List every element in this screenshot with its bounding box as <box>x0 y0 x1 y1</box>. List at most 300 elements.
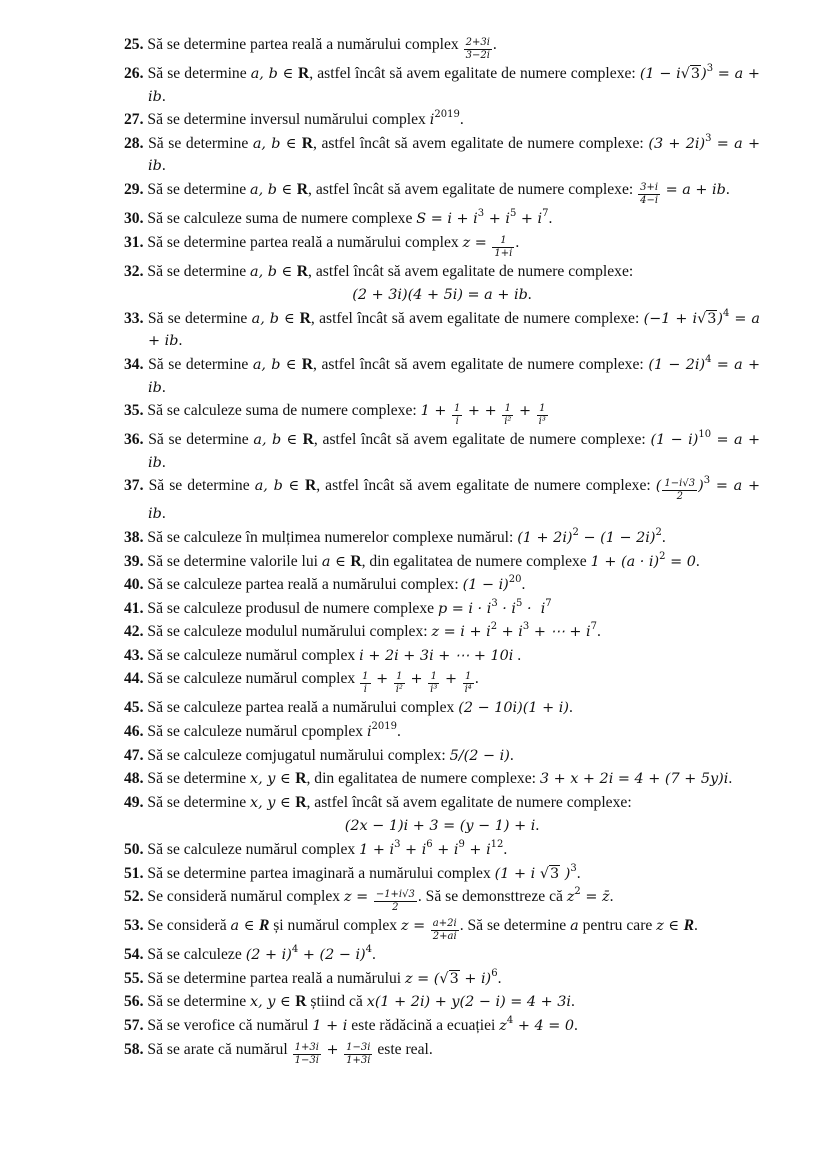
text: . <box>513 646 522 664</box>
exercise-number: 58. <box>124 1040 144 1058</box>
text: și numărul complex <box>269 917 401 935</box>
denominator: 4−i <box>640 194 659 206</box>
numerator: 3+i <box>640 181 659 193</box>
exercise-number: 42. <box>124 623 144 641</box>
math-expression: + + <box>463 403 502 420</box>
exercise-number: 37. <box>124 477 144 495</box>
math-expression: S = i + i <box>416 210 478 227</box>
fraction <box>293 1042 321 1067</box>
exercise-item <box>124 1039 760 1067</box>
text: Să se determine partea imaginară a numărului complex <box>147 864 495 882</box>
text: . <box>571 993 575 1011</box>
real-set-symbol: R <box>295 770 307 788</box>
exercise-item <box>124 991 760 1014</box>
square-root: √3 <box>439 970 459 987</box>
denominator: i <box>363 684 367 696</box>
text: Să se determine inversul numărului complex <box>147 111 430 129</box>
fraction <box>428 671 439 696</box>
real-set-symbol: R <box>301 134 313 152</box>
exercise-number: 29. <box>124 180 144 198</box>
fraction <box>374 889 417 914</box>
text: . <box>497 969 502 987</box>
exponent: 3 <box>394 839 401 851</box>
exponent: 5 <box>516 597 523 609</box>
math-expression: a, b ∈ <box>253 432 303 449</box>
exercise-item <box>124 261 760 284</box>
text: . <box>474 670 479 688</box>
exercise-item <box>124 768 760 791</box>
math-expression: x, y ∈ <box>250 994 296 1011</box>
exponent: 3 <box>706 63 714 74</box>
exercise-number: 55. <box>124 969 144 987</box>
text: Să se arate că numărul <box>147 1040 292 1058</box>
exercise-item <box>124 697 760 720</box>
math-expression: (3 + 2i) <box>648 135 706 152</box>
exercise-item <box>124 721 760 744</box>
exercise-item <box>124 668 760 696</box>
exponent: 4 <box>291 944 299 956</box>
math-expression: i <box>429 112 435 129</box>
square-root: √3 <box>539 865 560 882</box>
exercise-number: 30. <box>124 209 144 227</box>
text: știind că <box>306 993 367 1011</box>
math-expression: z = ( <box>405 970 440 987</box>
text: , astfel încât să avem egalitate de numere complexe: <box>312 355 649 373</box>
text: Să se determine <box>147 309 252 327</box>
exercise-item <box>124 551 760 574</box>
exercise-number: 35. <box>124 402 144 420</box>
text: . <box>492 36 497 53</box>
math-expression: = a + ib <box>148 66 765 105</box>
text: , astfel încât să avem egalitate de numere complexe: <box>312 134 649 152</box>
real-set-symbol: R <box>297 65 310 82</box>
exponent: 3 <box>477 207 485 219</box>
denominator: 1+3i <box>346 1054 371 1066</box>
math-expression: a, b ∈ <box>250 181 297 198</box>
math-expression: + 4 = 0 <box>513 1018 574 1034</box>
math-expression: = a + ib <box>148 478 765 523</box>
real-set-symbol: R <box>302 431 314 449</box>
square-root: √3 <box>697 310 717 327</box>
math-expression: a, b ∈ <box>252 135 302 152</box>
math-expression: a ∈ <box>321 553 351 570</box>
text: Să se calculeze partea reală a numărului complex <box>147 699 459 717</box>
math-expression: + i <box>400 842 427 859</box>
text: Să se calculeze numărul complex <box>147 670 360 688</box>
exponent: 3 <box>570 862 577 874</box>
radicand: 3 <box>707 310 717 327</box>
exercise-number: 45. <box>124 699 144 717</box>
text: . <box>372 946 376 964</box>
fraction <box>431 918 459 943</box>
fraction <box>502 403 513 428</box>
text: . <box>161 157 166 175</box>
math-expression: (1 − i <box>639 66 681 82</box>
text: Să se calculeze <box>147 946 246 964</box>
numerator: 2+3i <box>465 37 490 48</box>
exercise-number: 31. <box>124 233 144 251</box>
text: Să se determine partea reală a numărului <box>147 969 406 987</box>
math-expression: + <box>405 671 428 688</box>
exercise-item <box>124 886 760 914</box>
math-expression: a ∈ <box>230 918 259 935</box>
exercise-item <box>124 34 760 62</box>
text: . <box>609 888 614 906</box>
exercise-number: 56. <box>124 993 144 1011</box>
math-expression: + i <box>432 842 459 859</box>
real-set-symbol: R <box>295 793 307 811</box>
math-expression: + i <box>516 210 543 227</box>
exercise-number: 41. <box>124 599 144 617</box>
exponent: 4 <box>506 1015 514 1026</box>
denominator: i² <box>504 416 512 428</box>
numerator: 1−3i <box>346 1041 371 1053</box>
exponent: 2 <box>655 526 662 538</box>
math-expression: ) <box>717 310 724 327</box>
text: . <box>574 1017 578 1034</box>
text: . <box>576 864 581 882</box>
exercise-item <box>124 400 760 428</box>
math-expression: a, b ∈ <box>250 66 298 82</box>
exercise-number: 49. <box>124 793 144 811</box>
denominator: 2 <box>392 902 399 914</box>
exercise-number: 28. <box>124 134 144 152</box>
exercise-number: 38. <box>124 528 144 546</box>
exponent: 2 <box>659 550 666 562</box>
math-expression: + <box>321 1041 344 1058</box>
exponent: 3 <box>522 621 530 633</box>
fraction <box>452 403 462 428</box>
math-expression: · i <box>522 600 546 617</box>
math-expression: (2x − 1)i + 3 = (y − 1) + i <box>344 818 536 835</box>
real-set-symbol: R <box>304 477 317 495</box>
math-expression: a, b ∈ <box>254 478 305 495</box>
math-expression: (2 + i) <box>245 947 292 964</box>
math-expression: x, y ∈ <box>250 794 296 811</box>
text: Să se determine <box>147 65 251 82</box>
text: Să se determine partea reală a numărului complex <box>147 233 463 251</box>
radicand: 3 <box>550 865 560 882</box>
exercise-item <box>124 307 765 353</box>
exercise-list <box>124 34 765 1068</box>
exercise-number: 34. <box>124 355 144 373</box>
text: , din egalitatea de numere complexe <box>361 552 591 570</box>
text: . <box>661 528 666 546</box>
math-expression: + i <box>464 842 491 859</box>
math-expression: ( <box>655 478 662 495</box>
exponent: 12 <box>490 839 504 851</box>
text: Se consideră numărul complex <box>147 888 345 906</box>
real-set-symbol: R <box>299 309 311 327</box>
exponent: 4 <box>705 353 712 365</box>
text: Să se determine <box>147 770 251 788</box>
math-expression: + i <box>484 210 510 227</box>
math-expression: 5/(2 − i) <box>449 747 510 764</box>
radicand: 3 <box>449 970 459 987</box>
exercise-item <box>124 179 760 207</box>
exponent: 4 <box>365 944 373 956</box>
fraction <box>537 403 548 428</box>
denominator: i <box>455 416 459 428</box>
text: . <box>695 552 700 570</box>
exercise-number: 52. <box>124 888 144 906</box>
math-expression: z = <box>401 918 430 935</box>
math-expression: a <box>570 918 579 935</box>
text: Să se calculeze numărul complex <box>147 841 360 859</box>
real-set-symbol: R <box>296 262 309 280</box>
exercise-number: 48. <box>124 770 144 788</box>
exercise-number: 25. <box>124 36 144 53</box>
exponent: 2019 <box>371 721 397 733</box>
math-expression: (−1 + i <box>643 310 698 327</box>
real-set-symbol: R <box>295 993 307 1011</box>
math-expression: = a + ib <box>148 432 765 471</box>
numerator: 1 <box>502 403 513 416</box>
exponent: 6 <box>426 839 433 851</box>
exercise-item <box>124 621 760 644</box>
real-set-symbol: R <box>258 917 270 935</box>
text: . <box>548 209 553 227</box>
math-expression: ) <box>701 66 707 82</box>
math-expression: x(1 + 2i) + y(2 − i) = 4 + 3i <box>366 994 572 1011</box>
exercise-number: 27. <box>124 111 144 129</box>
fraction <box>344 1042 372 1067</box>
numerator: 1−i√3 <box>664 478 696 490</box>
exercise-number: 39. <box>124 552 144 570</box>
math-expression: p = i · i <box>437 600 492 617</box>
math-expression: (1 − 2i) <box>648 356 706 373</box>
exponent: 4 <box>723 307 730 319</box>
text: , astfel încât să avem egalitate de numere complexe: <box>316 477 656 495</box>
math-expression: z <box>499 1018 507 1034</box>
real-set-symbol: R <box>296 180 309 198</box>
centered-equation <box>124 284 760 307</box>
fraction <box>638 182 660 207</box>
text: Să se calculeze produsul de numere complexe <box>147 599 438 617</box>
text: este real. <box>373 1040 433 1058</box>
math-expression: + <box>371 671 393 688</box>
exponent: 10 <box>698 429 712 441</box>
real-set-symbol: R <box>683 917 695 935</box>
exercise-number: 33. <box>124 309 144 327</box>
denominator: 1+i <box>494 247 513 259</box>
denominator: 2+ai <box>432 931 457 943</box>
text: este rădăcină a ecuației <box>347 1017 500 1034</box>
math-expression: + <box>514 403 536 420</box>
exercise-number: 53. <box>124 917 144 935</box>
exponent: 7 <box>590 621 598 633</box>
text: . <box>509 746 514 764</box>
math-expression: a, b ∈ <box>250 263 297 280</box>
denominator: i³ <box>430 684 438 696</box>
text: . Să se determine <box>459 917 571 935</box>
exercise-item <box>124 63 765 108</box>
fraction <box>662 478 697 503</box>
numerator: a+2i <box>432 918 457 930</box>
text: . <box>728 770 733 788</box>
text: Să se determine partea reală a numărului complex <box>147 36 463 53</box>
math-expression: (1 + 2i) <box>517 529 573 546</box>
exercise-number: 40. <box>124 576 144 594</box>
exercise-item <box>124 944 760 967</box>
text: Să se calculeze partea reală a numărului complex: <box>147 576 463 594</box>
math-expression: i + 2i + 3i + ⋯ + 10i <box>359 647 514 664</box>
denominator: i² <box>395 684 403 696</box>
numerator: 1 <box>394 671 405 684</box>
text: Să se determine <box>147 262 251 280</box>
text: . <box>503 841 508 859</box>
text: . <box>161 505 166 523</box>
math-expression: x, y ∈ <box>250 771 296 788</box>
text: . <box>535 817 540 835</box>
exercise-item <box>124 863 760 886</box>
math-expression: = a + ib <box>148 356 765 396</box>
math-expression: (1 − i) <box>650 432 699 449</box>
exercise-item <box>124 968 760 991</box>
text: Să se calculeze în mulțimea numerelor complexe numărul: <box>147 528 518 546</box>
exponent: 2 <box>574 886 581 898</box>
text: pentru care <box>578 917 657 935</box>
exponent: 3 <box>703 475 711 487</box>
exponent: 2 <box>572 526 579 538</box>
numerator: 1 <box>428 671 439 684</box>
math-expression: a, b ∈ <box>251 310 300 327</box>
numerator: 1 <box>537 403 548 416</box>
exercise-number: 57. <box>124 1017 144 1034</box>
text: , astfel încât să avem egalitate de numere complexe: <box>308 180 638 198</box>
centered-equation <box>124 815 760 838</box>
exercise-item <box>124 745 760 768</box>
math-expression: = 0 <box>665 553 696 570</box>
text: . <box>515 233 520 251</box>
math-expression: = a + ib <box>148 310 765 350</box>
numerator: 1+3i <box>294 1041 319 1053</box>
fraction <box>394 671 405 696</box>
text: . <box>694 917 698 935</box>
denominator: i³ <box>538 416 546 428</box>
exercise-item <box>124 475 765 526</box>
exponent: 7 <box>545 597 552 609</box>
text: . <box>521 576 526 594</box>
math-expression: 1 + i <box>359 842 395 859</box>
math-expression: + i) <box>459 970 492 987</box>
text: Să se determine <box>147 993 251 1011</box>
math-expression: = z̄ <box>580 889 610 906</box>
text: Să se calculeze comjugatul numărului complex: <box>147 746 450 764</box>
exercise-item <box>124 598 760 621</box>
fraction <box>360 671 370 696</box>
math-expression: + ⋯ + i <box>529 624 591 641</box>
text: Să se calculeze modulul numărului complex: <box>147 623 432 641</box>
text: . Să se demonsttreze că <box>417 888 567 906</box>
math-expression: 1 + (a · i) <box>590 553 660 570</box>
exercise-item <box>124 429 765 474</box>
exercise-item <box>124 527 760 550</box>
exercise-item <box>124 839 760 862</box>
real-set-symbol: R <box>350 552 362 570</box>
math-expression: = a + ib <box>148 135 765 175</box>
exercise-number: 36. <box>124 431 144 449</box>
numerator: 1 <box>453 403 461 415</box>
text: , astfel încât să avem egalitate de numere complexe: <box>308 262 634 280</box>
exercise-item <box>124 208 760 231</box>
exercise-item <box>124 915 760 943</box>
math-expression: 1 + <box>420 403 451 420</box>
square-root: √3 <box>680 66 701 82</box>
numerator: 1 <box>362 671 369 683</box>
text: , astfel încât să avem egalitate de numere complexe: <box>309 65 640 82</box>
text: Să se calculeze suma de numere complexe <box>147 209 417 227</box>
text: . <box>161 87 166 105</box>
denominator: i⁴ <box>464 684 472 696</box>
exercise-item <box>124 232 760 260</box>
math-expression: + i <box>497 624 523 641</box>
text: Să se determine valorile lui <box>147 552 322 570</box>
exponent: 7 <box>542 207 549 219</box>
numerator: −1+i√3 <box>375 889 415 901</box>
math-expression: − (1 − 2i) <box>578 529 656 546</box>
exponent: 2019 <box>434 109 460 121</box>
text: . <box>725 180 730 198</box>
text: . <box>397 723 401 741</box>
exponent: 5 <box>509 207 517 219</box>
math-expression: z ∈ <box>656 918 684 935</box>
exercise-number: 50. <box>124 841 144 859</box>
math-expression: ) <box>560 865 571 882</box>
math-expression: · i <box>497 600 517 617</box>
math-expression: ) <box>698 478 704 495</box>
numerator: 1 <box>492 235 514 248</box>
text: Se consideră <box>147 917 231 935</box>
math-expression: z = <box>344 889 373 906</box>
fraction <box>492 235 514 260</box>
math-expression: + (2 − i) <box>298 947 366 964</box>
exercise-number: 47. <box>124 746 144 764</box>
exercise-item <box>124 109 760 132</box>
real-set-symbol: R <box>301 355 313 373</box>
text: Să se determine <box>147 180 251 198</box>
math-expression: z = <box>462 234 492 251</box>
exercise-item <box>124 1015 760 1038</box>
exercise-number: 46. <box>124 723 144 741</box>
math-expression: + <box>440 671 462 688</box>
exponent: 9 <box>458 839 465 851</box>
math-expression: 3 + x + 2i = 4 + (7 + 5y)i <box>539 771 729 788</box>
text: , astfel încât să avem egalitate de numere complexe: <box>313 431 651 449</box>
text: Să se determine <box>148 355 253 373</box>
exercise-number: 51. <box>124 864 144 882</box>
exponent: 3 <box>705 132 712 144</box>
text: Să se verofice că numărul <box>147 1017 313 1034</box>
text: . <box>178 332 183 350</box>
exercise-item <box>124 132 765 178</box>
math-expression: (1 + i <box>494 865 540 882</box>
exponent: 6 <box>491 967 498 979</box>
math-expression: z <box>566 889 575 906</box>
math-expression: z = i + i <box>431 624 491 641</box>
fraction <box>463 671 474 696</box>
text: , astfel încât să avem egalitate de numere complexe: <box>310 309 644 327</box>
denominator: 2 <box>676 491 683 503</box>
text: . <box>161 378 166 396</box>
math-expression: (2 − 10i)(1 + i) <box>458 700 569 717</box>
math-expression: a, b ∈ <box>252 356 302 373</box>
text: Să se determine <box>148 431 254 449</box>
text: Să se determine <box>148 134 253 152</box>
text: . <box>459 111 464 129</box>
text: . <box>161 453 166 471</box>
exercise-item <box>124 353 765 399</box>
